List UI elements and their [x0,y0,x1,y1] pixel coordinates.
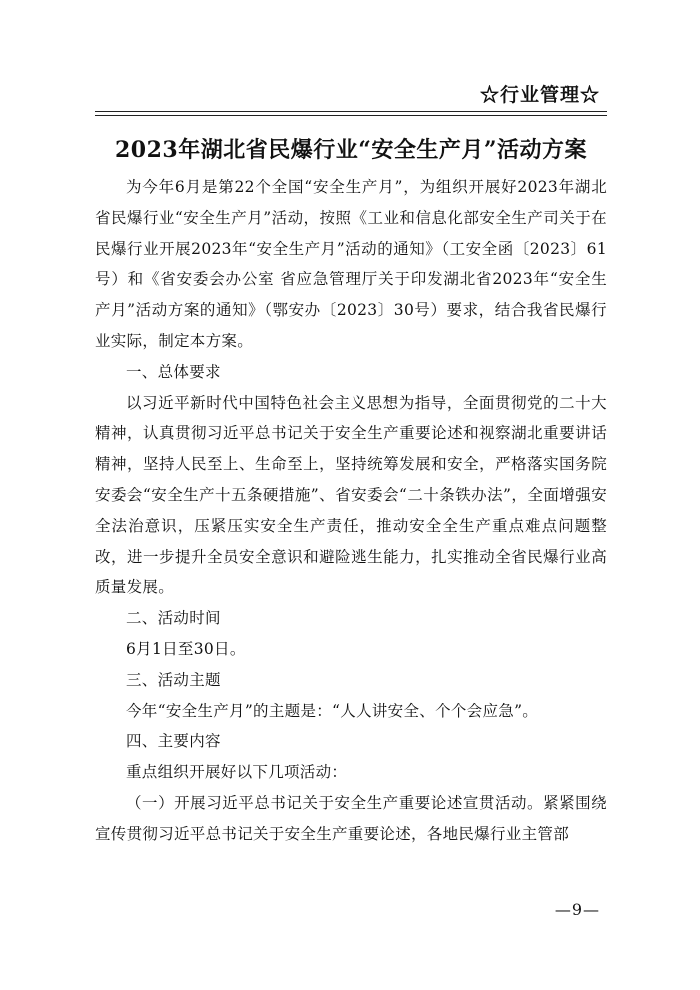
paragraph-activity-theme: 今年“安全生产月”的主题是：“人人讲安全、个个会应急”。 [126,701,539,720]
paragraph-intro: 为今年6月是第22个全国“安全生产月”，为组织开展好2023年湖北省民爆行业“安全生产月”活动，按照《工业和信息化部安全生产司关于在民爆行业开展2023年“安全生产月”活动的通知》（工安全函〔2023〕61号）和《省安委会办公室 省应急管理厅关于印发湖北省2023年“安全生产月”活动方案的通知》（鄂安办〔2023〕30号）要求，结合我省民爆行业实际，制定本方案。 [95,178,607,350]
page-number: —9— [554,900,600,919]
section-heading-main-content: 四、主要内容 [126,732,221,751]
paragraph-item-one: （一）开展习近平总书记关于安全生产重要论述宣贯活动。紧紧围绕宣传贯彻习近平总书记关于安全生产重要论述，各地民爆行业主管部 [95,793,607,843]
header-divider [95,111,607,116]
paragraph-activity-time: 6月1日至30日。 [126,639,246,658]
paragraph-general-requirements: 以习近平新时代中国特色社会主义思想为指导，全面贯彻党的二十大精神，认真贯彻习近平总书记关于安全生产重要论述和视察湖北重要讲话精神，坚持人民至上、生命至上，坚持统筹发展和安全，严格落实国务院安委会“安全生产十五条硬措施”、省安委会“二十条铁办法”，全面增强安全法治意识，压紧压实安全生产责任，推动安全全生产重点难点问题整改，进一步提升全员安全意识和避险逃生能力，扎实推动全省民爆行业高质量发展。 [95,393,607,597]
section-heading-activity-time: 二、活动时间 [126,609,221,628]
section-tag: ☆行业管理☆ [479,84,600,106]
section-heading-activity-theme: 三、活动主题 [126,670,221,689]
section-heading-general-requirements: 一、总体要求 [126,362,221,381]
document-title: 2023年湖北省民爆行业“安全生产月”活动方案 [114,137,588,163]
paragraph-main-content: 重点组织开展好以下几项活动： [126,763,348,782]
document-body [95,172,607,850]
